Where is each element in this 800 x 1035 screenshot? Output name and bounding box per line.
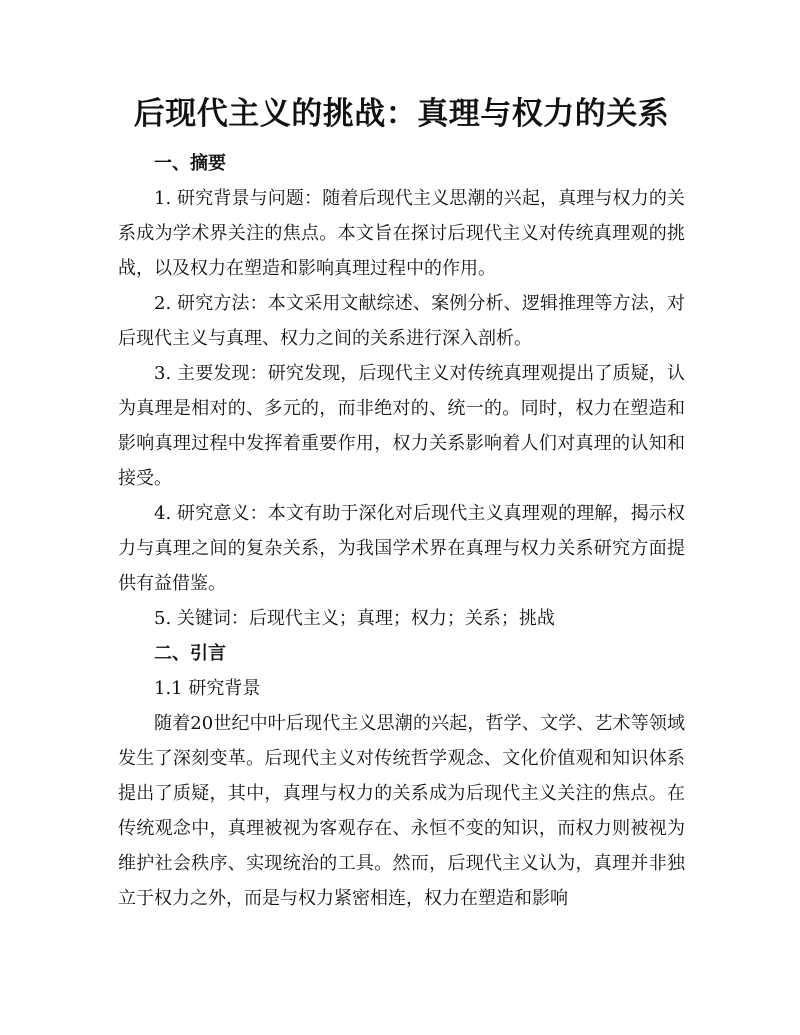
document-title: 后现代主义的挑战：真理与权力的关系	[133, 96, 670, 132]
abstract-item-method: 2. 研究方法：本文采用文献综述、案例分析、逻辑推理等方法，对后现代主义与真理、权力之间的关系进行深入剖析。	[118, 293, 685, 349]
subsection-heading-background: 1.1 研究背景	[154, 678, 261, 699]
abstract-item-keywords: 5. 关键词：后现代主义；真理；权力；关系；挑战	[154, 608, 555, 629]
abstract-item-background: 1. 研究背景与问题：随着后现代主义思潮的兴起，真理与权力的关系成为学术界关注的焦点。本文旨在探讨后现代主义对传统真理观的挑战，以及权力在塑造和影响真理过程中的作用。	[118, 188, 685, 279]
abstract-item-significance: 4. 研究意义：本文有助于深化对后现代主义真理观的理解，揭示权力与真理之间的复杂关系，为我国学术界在真理与权力关系研究方面提供有益借鉴。	[118, 503, 685, 594]
section-heading-introduction: 二、引言	[154, 643, 226, 664]
abstract-item-findings: 3. 主要发现：研究发现，后现代主义对传统真理观提出了质疑，认为真理是相对的、多元的，而非绝对的、统一的。同时，权力在塑造和影响真理过程中发挥着重要作用，权力关系影响着人们对真理的认知和接受。	[118, 363, 685, 489]
document-body	[118, 146, 685, 916]
intro-paragraph: 随着20世纪中叶后现代主义思潮的兴起，哲学、文学、艺术等领域发生了深刻变革。后现代主义对传统哲学观念、文化价值观和知识体系提出了质疑，其中，真理与权力的关系成为后现代主义关注的焦点。在传统观念中，真理被视为客观存在、永恒不变的知识，而权力则被视为维护社会秩序、实现统治的工具。然而，后现代主义认为，真理并非独立于权力之外，而是与权力紧密相连，权力在塑造和影响	[118, 713, 685, 909]
section-heading-abstract: 一、摘要	[154, 153, 226, 174]
